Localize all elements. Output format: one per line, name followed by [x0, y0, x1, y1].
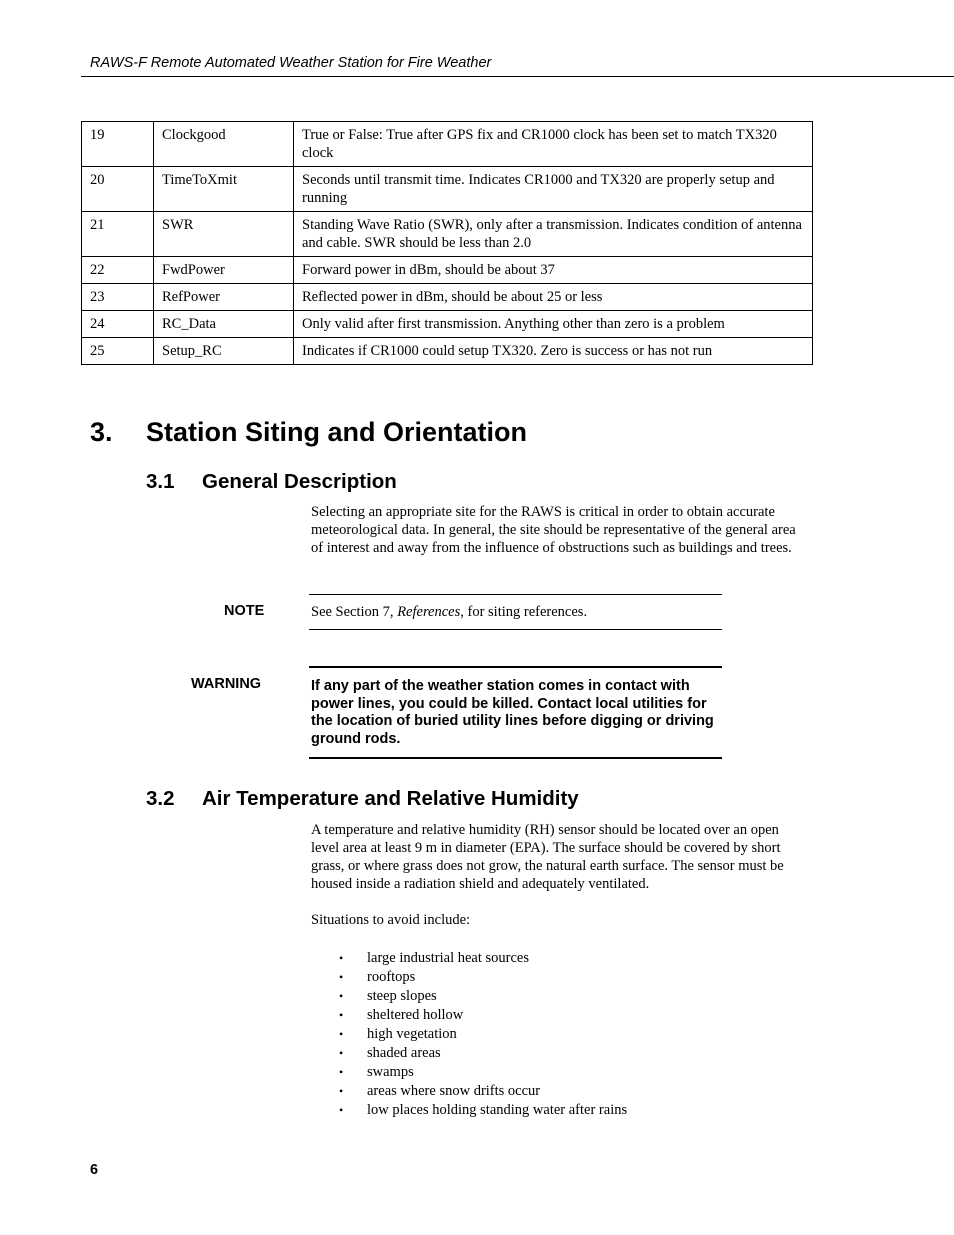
table-row — [82, 338, 813, 365]
row-number-cell: 20 — [82, 167, 154, 212]
table-row — [82, 257, 813, 284]
note-text: See Section 7, References, for siting references. — [311, 604, 588, 620]
header-rule — [81, 76, 954, 77]
variable-name-cell: FwdPower — [154, 257, 294, 284]
section-title: Station Siting and Orientation — [146, 417, 527, 447]
bullet-icon: • — [339, 1084, 344, 1098]
list-item — [311, 987, 627, 1006]
avoid-intro: Situations to avoid include: — [311, 912, 471, 928]
description-cell: Reflected power in dBm, should be about 25 or less — [294, 284, 813, 311]
section-number: 3. — [90, 417, 113, 447]
air-temp-paragraph: A temperature and relative humidity (RH) sensor should be located over an open level area at least 9 m in diameter (EPA). The surface should be covered by short grass, or where grass does not grow, the natural earth surface. The sensor must be housed inside a radiation shield and adequately ventilated. — [311, 822, 784, 892]
list-item-text: shaded areas — [367, 1045, 441, 1061]
row-number-cell: 22 — [82, 257, 154, 284]
avoid-list — [311, 949, 627, 1120]
table-row — [82, 212, 813, 257]
subsection-number: 3.2 — [146, 787, 175, 810]
note-label: NOTE — [224, 603, 265, 619]
note-box — [309, 594, 722, 630]
variable-name-cell: Clockgood — [154, 122, 294, 167]
list-item — [311, 1063, 627, 1082]
parameters-table — [81, 121, 813, 365]
bullet-icon: • — [339, 1065, 344, 1079]
list-item-text: areas where snow drifts occur — [367, 1083, 541, 1099]
list-item-text: large industrial heat sources — [367, 950, 529, 966]
running-header-title: RAWS-F Remote Automated Weather Station for Fire Weather — [90, 55, 492, 71]
subsection-title: General Description — [202, 470, 397, 493]
warning-label: WARNING — [191, 676, 262, 692]
list-item-text: low places holding standing water after rains — [367, 1102, 628, 1118]
description-cell: True or False: True after GPS fix and CR1000 clock has been set to match TX320 clock — [294, 122, 813, 167]
description-cell: Forward power in dBm, should be about 37 — [294, 257, 813, 284]
row-number-cell: 21 — [82, 212, 154, 257]
list-item-text: sheltered hollow — [367, 1007, 464, 1023]
bullet-icon: • — [339, 951, 344, 965]
description-cell: Standing Wave Ratio (SWR), only after a transmission. Indicates condition of antenna and cable. SWR should be less than 2.0 — [294, 212, 813, 257]
description-cell: Only valid after first transmission. Anything other than zero is a problem — [294, 311, 813, 338]
warning-box — [309, 666, 722, 759]
variable-name-cell: RC_Data — [154, 311, 294, 338]
variable-name-cell: TimeToXmit — [154, 167, 294, 212]
subsection-heading-3-2 — [146, 787, 579, 811]
list-item — [311, 1101, 627, 1120]
row-number-cell: 23 — [82, 284, 154, 311]
description-cell: Indicates if CR1000 could setup TX320. Zero is success or has not run — [294, 338, 813, 365]
list-item — [311, 968, 627, 987]
bullet-icon: • — [339, 989, 344, 1003]
bullet-icon: • — [339, 970, 344, 984]
table-row — [82, 311, 813, 338]
table-row — [82, 284, 813, 311]
list-item — [311, 1006, 627, 1025]
description-cell: Seconds until transmit time. Indicates CR1000 and TX320 are properly setup and running — [294, 167, 813, 212]
row-number-cell: 19 — [82, 122, 154, 167]
variable-name-cell: SWR — [154, 212, 294, 257]
list-item — [311, 949, 627, 968]
list-item-text: high vegetation — [367, 1026, 457, 1042]
bullet-icon: • — [339, 1103, 344, 1117]
general-description-paragraph: Selecting an appropriate site for the RAWS is critical in order to obtain accurate meteorological data. In general, the site should be representative of the general area of interest and away from the influence of obstructions such as buildings and trees. — [311, 504, 796, 556]
references-italic: References — [397, 604, 461, 620]
subsection-heading-3-1 — [146, 470, 397, 494]
section-heading — [90, 417, 527, 448]
list-item-text: swamps — [367, 1064, 414, 1080]
list-item — [311, 1044, 627, 1063]
subsection-title: Air Temperature and Relative Humidity — [202, 787, 579, 810]
table-row — [82, 122, 813, 167]
subsection-number: 3.1 — [146, 470, 175, 493]
bullet-icon: • — [339, 1027, 344, 1041]
list-item — [311, 1082, 627, 1101]
bullet-icon: • — [339, 1008, 344, 1022]
row-number-cell: 24 — [82, 311, 154, 338]
list-item-text: steep slopes — [367, 988, 437, 1004]
list-item — [311, 1025, 627, 1044]
warning-text: If any part of the weather station comes in contact with power lines, you could be killed. Contact local utilities for the location of buried utility lines before digging or driving ground rods. — [311, 678, 714, 748]
list-item-text: rooftops — [367, 969, 416, 985]
bullet-icon: • — [339, 1046, 344, 1060]
variable-name-cell: Setup_RC — [154, 338, 294, 365]
table-row — [82, 167, 813, 212]
variable-name-cell: RefPower — [154, 284, 294, 311]
page-number: 6 — [90, 1162, 99, 1178]
row-number-cell: 25 — [82, 338, 154, 365]
